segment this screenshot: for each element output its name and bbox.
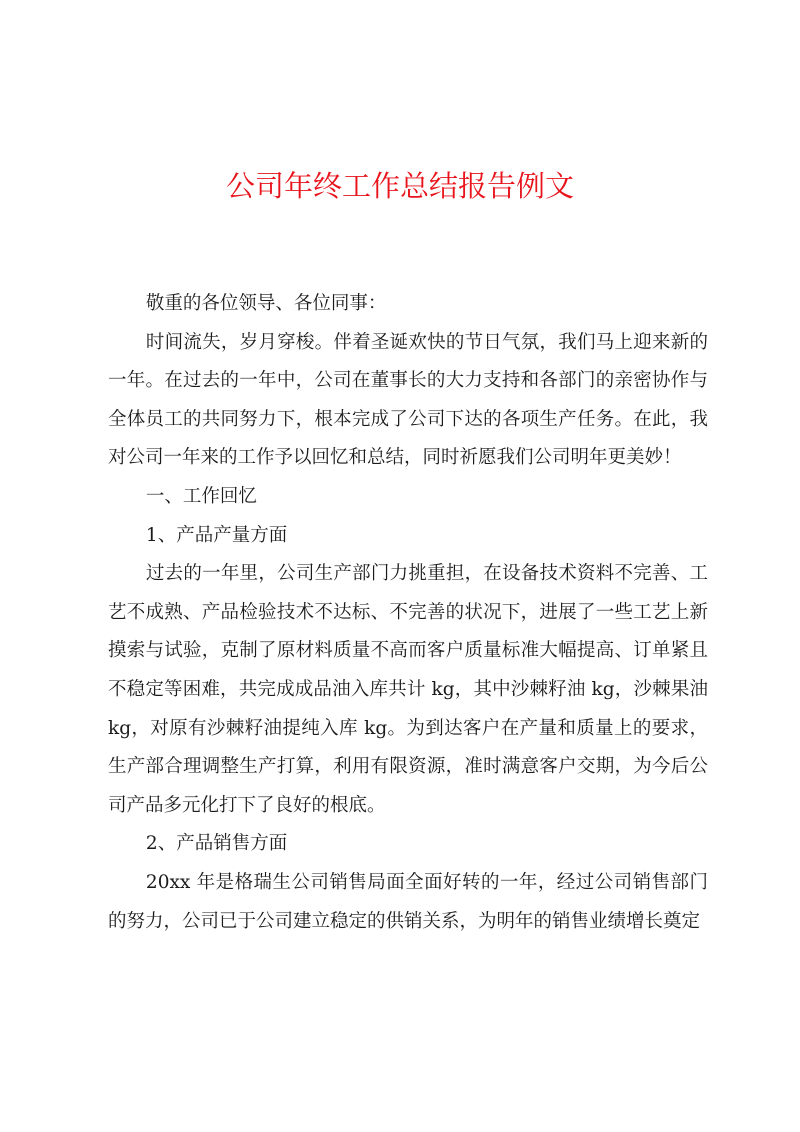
- document-title: 公司年终工作总结报告例文: [225, 169, 574, 203]
- intro-paragraph: 时间流失，岁月穿梭。伴着圣诞欢快的节日气氛，我们马上迎来新的一年。在过去的一年中，公司在董事长的大力支持和各部门的亲密协作与全体员工的共同努力下，根本完成了公司下达的各项生产任务。在此，我对公司一年来的工作予以回忆和总结，同时祈愿我们公司明年更美妙！: [108, 331, 708, 469]
- sales-paragraph: 20xx 年是格瑞生公司销售局面全面好转的一年，经过公司销售部门的努力，公司已于公司建立稳定的供销关系，为明年的销售业绩增长奠定: [108, 871, 708, 932]
- document-body: [108, 285, 708, 941]
- subsection-heading: 2、产品销售方面: [145, 833, 288, 855]
- subsection-heading: 1、产品产量方面: [145, 524, 288, 546]
- greeting-paragraph: 敬重的各位领导、各位同事：: [145, 293, 387, 314]
- production-paragraph: 过去的一年里，公司生产部门力挑重担，在设备技术资料不完善、工艺不成熟、产品检验技术不达标、不完善的状况下，进展了一些工艺上新摸索与试验，克制了原材料质量不高而客户质量标准大幅提高、订单紧且不稳定等困难，共完成成品油入库共计 kg，其中沙棘籽油 kg，沙棘果油 kg，对原有沙棘籽油提纯入库 kg。为到达客户在产量和质量上的要求，生产部合理调整生产打算，利用有限资源，准时满意客户交期，为今后公司产品多元化打下了良好的根底。: [108, 563, 708, 816]
- section-heading: 一、工作回忆: [145, 485, 257, 507]
